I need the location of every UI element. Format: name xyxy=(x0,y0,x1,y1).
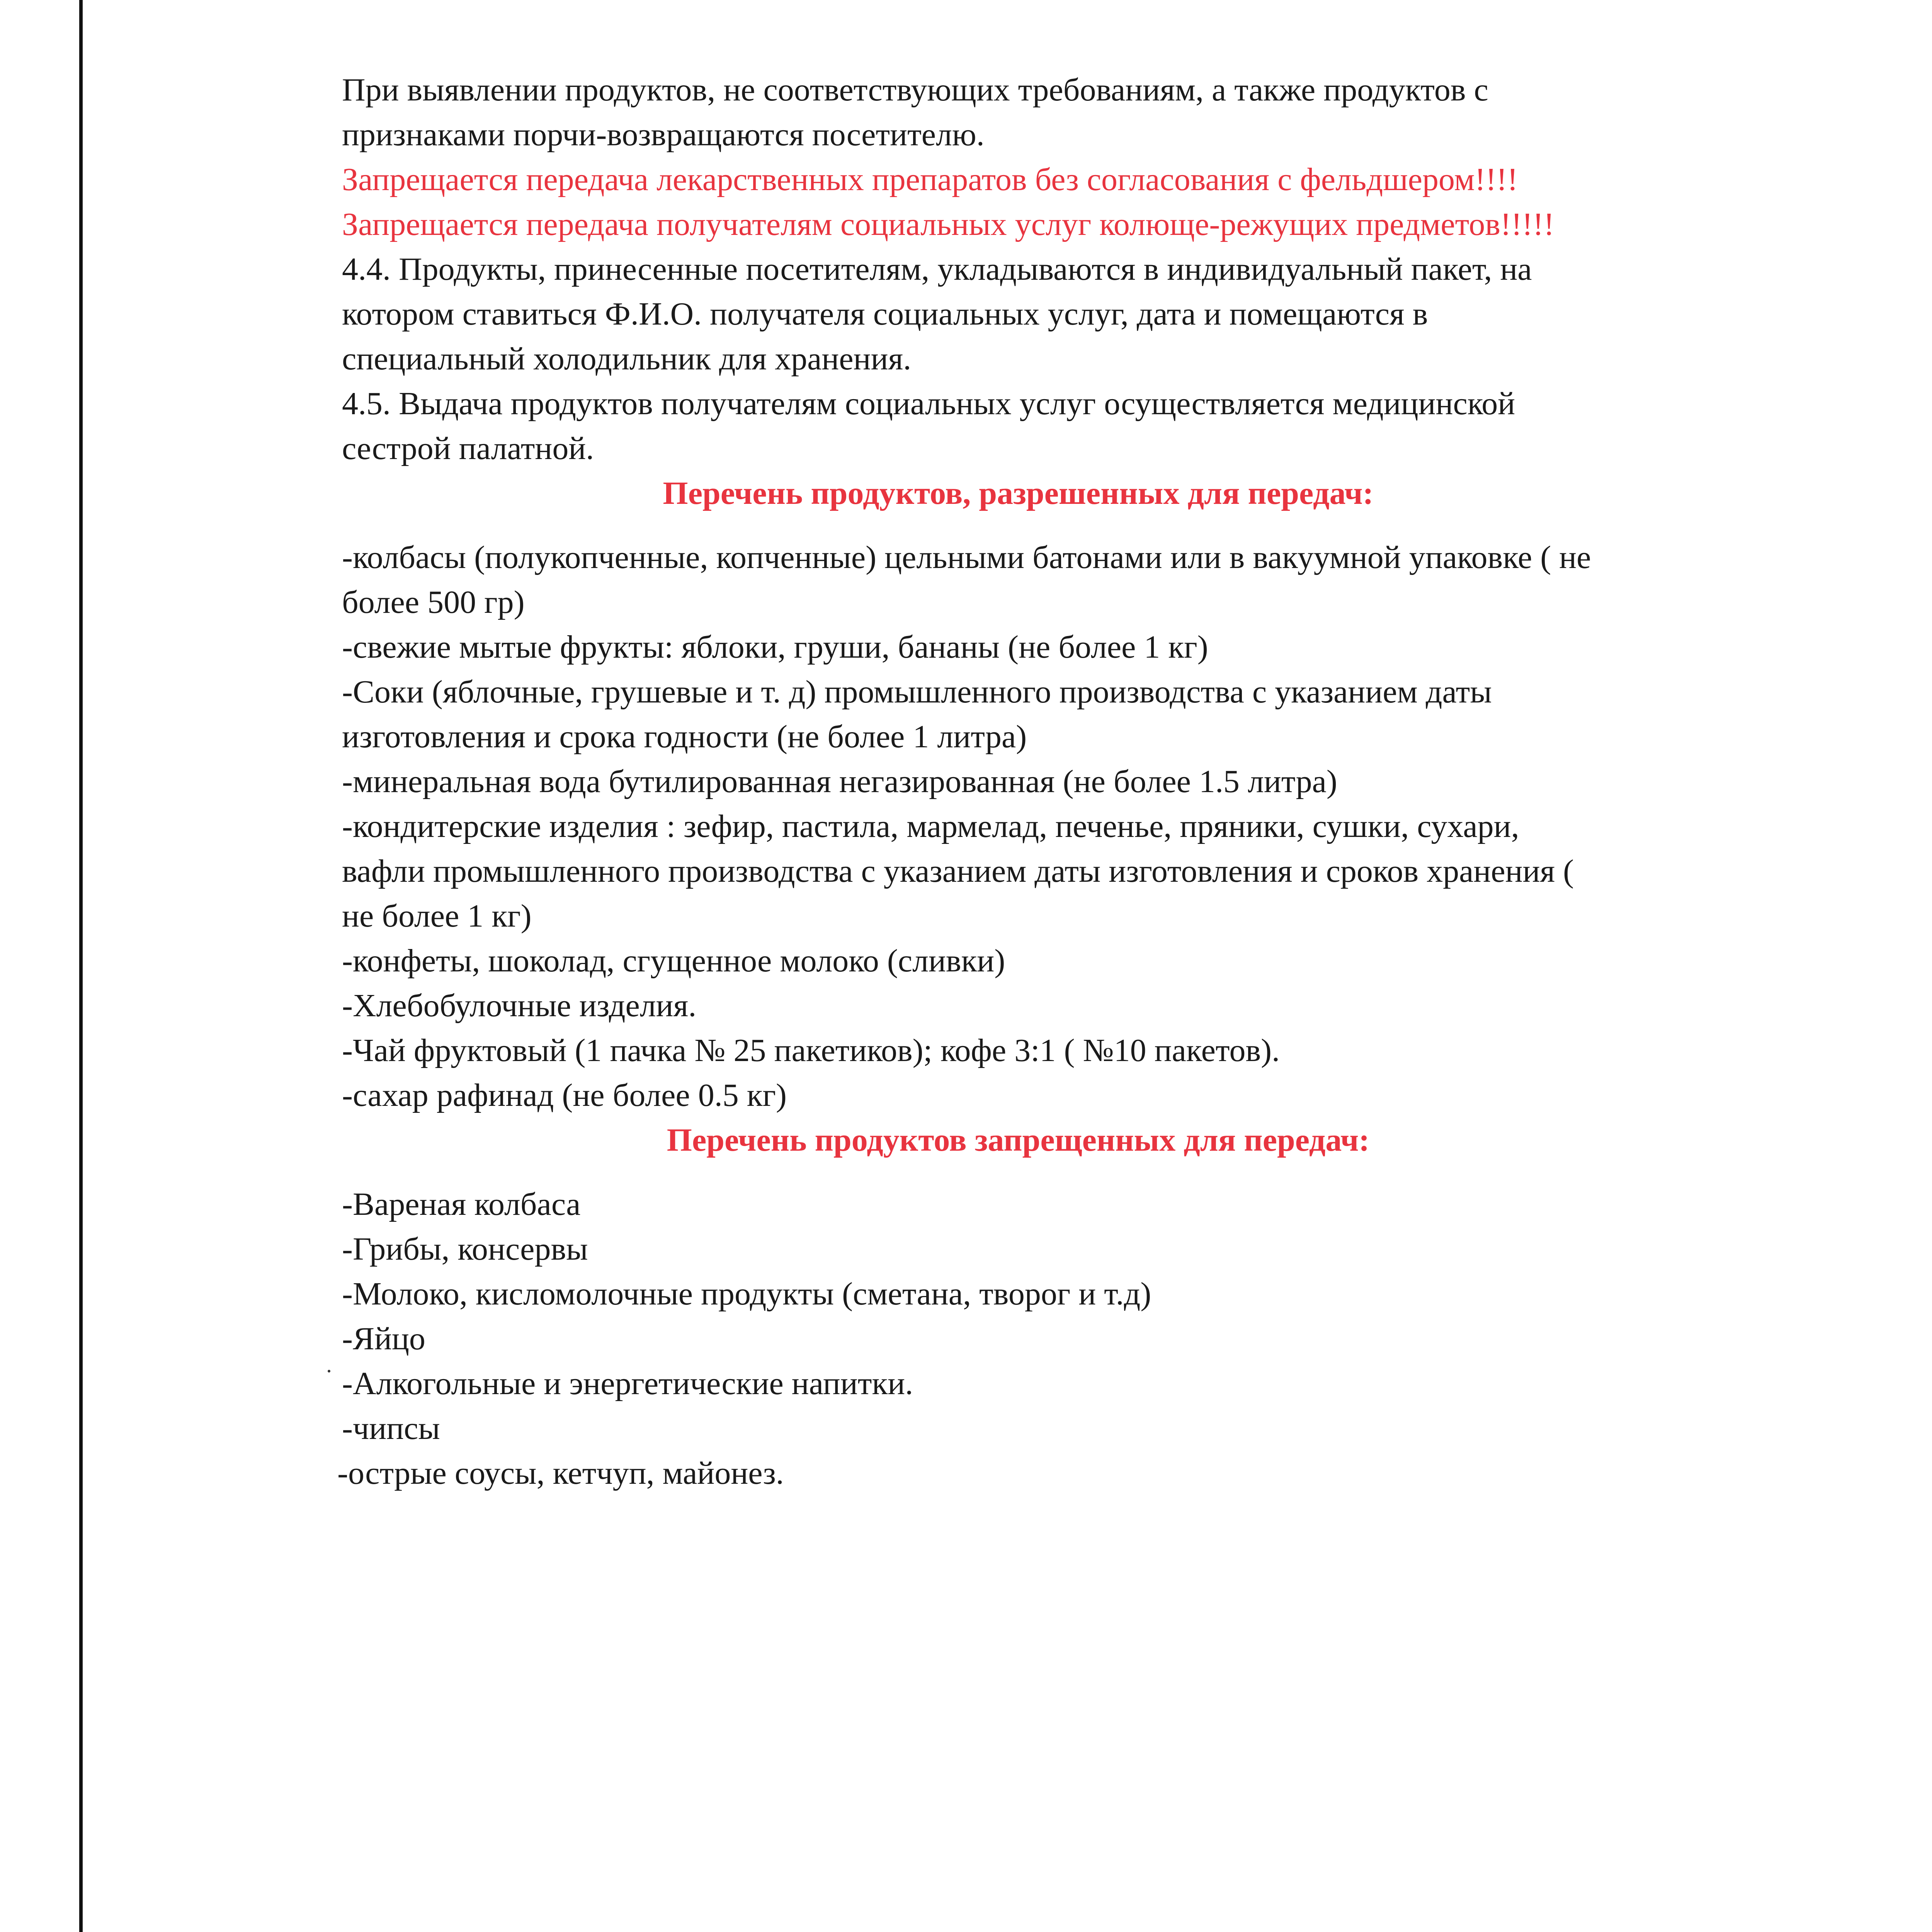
list-item: -свежие мытые фрукты: яблоки, груши, бананы (не более 1 кг) xyxy=(342,629,1208,665)
list-item: -сахар рафинад (не более 0.5 кг) xyxy=(342,1077,787,1113)
list-item: изготовления и срока годности (не более 1 литра) xyxy=(342,719,1027,755)
list-item: -Яйцо xyxy=(342,1321,425,1357)
text-line: 4.5. Выдача продуктов получателям социальных услуг осуществляется медицинской xyxy=(342,386,1515,422)
spacer xyxy=(342,1163,1791,1182)
list-item: более 500 гр) xyxy=(342,584,525,620)
list-item: -Вареная колбаса xyxy=(342,1186,581,1222)
list-item: -Хлебобулочные изделия. xyxy=(342,988,697,1024)
text-line: 4.4. Продукты, принесенные посетителям, укладываются в индивидуальный пакет, на xyxy=(342,251,1532,287)
text-line: При выявлении продуктов, не соответствующих требованиям, а также продуктов с xyxy=(342,72,1488,108)
scan-speck xyxy=(328,1370,330,1372)
list-item: -острые соусы, кетчуп, майонез. xyxy=(337,1455,784,1491)
warnings-block xyxy=(342,157,1791,247)
warning-line-medicine: Запрещается передача лекарственных препаратов без согласования с фельдшером!!!! xyxy=(342,162,1518,197)
list-item: -Алкогольные и энергетические напитки. xyxy=(342,1366,913,1401)
text-line: котором ставиться Ф.И.О. получателя социальных услуг, дата и помещаются в xyxy=(342,296,1428,332)
list-item: -чипсы xyxy=(342,1410,440,1446)
list-item: вафли промышленного производства с указанием даты изготовления и сроков хранения ( xyxy=(342,853,1574,889)
intro-paragraph xyxy=(342,68,1791,157)
warning-line-sharp-objects: Запрещается передача получателям социальных услуг колюще-режущих предметов!!!!! xyxy=(342,206,1554,242)
allowed-products-heading: Перечень продуктов, разрешенных для передач: xyxy=(663,475,1374,511)
list-item: -Грибы, консервы xyxy=(342,1231,588,1267)
list-item: -Соки (яблочные, грушевые и т. д) промышленного производства с указанием даты xyxy=(342,674,1492,710)
forbidden-products-list xyxy=(337,1182,1791,1496)
text-line: признаками порчи-возвращаются посетителю. xyxy=(342,117,985,153)
scan-left-edge xyxy=(79,0,83,1932)
list-item: -минеральная вода бутилированная негазированная (не более 1.5 литра) xyxy=(342,764,1337,799)
spacer xyxy=(342,516,1791,535)
list-item: -колбасы (полукопченные, копченные) цельными батонами или в вакуумной упаковке ( не xyxy=(342,539,1591,575)
section-4-5 xyxy=(342,381,1791,471)
list-item: -Чай фруктовый (1 пачка № 25 пакетиков); кофе 3:1 ( №10 пакетов). xyxy=(342,1032,1280,1068)
forbidden-products-heading: Перечень продуктов запрещенных для передач: xyxy=(667,1122,1370,1158)
section-4-4 xyxy=(342,247,1791,381)
list-item: -Молоко, кисломолочные продукты (сметана, творог и т.д) xyxy=(342,1276,1151,1312)
list-item: не более 1 кг) xyxy=(342,898,532,934)
document-page xyxy=(337,68,1791,1496)
text-line: специальный холодильник для хранения. xyxy=(342,341,912,377)
allowed-products-list xyxy=(342,535,1791,1118)
list-item: -кондитерские изделия : зефир, пастила, мармелад, печенье, пряники, сушки, сухари, xyxy=(342,808,1519,844)
list-item: -конфеты, шоколад, сгущенное молоко (сливки) xyxy=(342,943,1005,979)
text-line: сестрой палатной. xyxy=(342,430,594,466)
